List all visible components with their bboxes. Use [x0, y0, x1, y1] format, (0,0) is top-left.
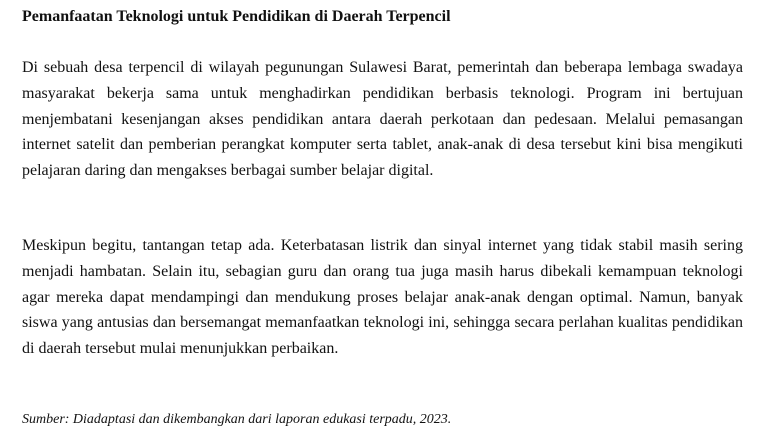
article-paragraph-2: Meskipun begitu, tantangan tetap ada. Keterbatasan listrik dan sinyal internet yang tidak stabil masih sering menjadi hambatan. Selain itu, sebagian guru dan orang tua juga masih harus dibekali kemampuan teknologi agar mereka dapat mendampingi dan mendukung proses belajar anak-anak dengan optimal. Namun, banyak siswa yang antusias dan bersemangat memanfaatkan teknologi ini, sehingga secara perlahan kualitas pendidikan di daerah tersebut mulai menunjukkan perbaikan. [22, 237, 743, 358]
source-citation: Sumber: Diadaptasi dan dikembangkan dari laporan edukasi terpadu, 2023. [22, 412, 452, 427]
article-title: Pemanfaatan Teknologi untuk Pendidikan di Daerah Terpencil [22, 8, 451, 25]
article-paragraph-1: Di sebuah desa terpencil di wilayah pegunungan Sulawesi Barat, pemerintah dan beberapa lembaga swadaya masyarakat bekerja sama untuk menghadirkan pendidikan berbasis teknologi. Program ini bertujuan menjembatani kesenjangan akses pendidikan antara daerah perkotaan dan pedesaan. Melalui pemasangan internet satelit dan pemberian perangkat komputer serta tablet, anak-anak di desa tersebut kini bisa mengikuti pelajaran daring dan mengakses berbagai sumber belajar digital. [22, 59, 743, 180]
